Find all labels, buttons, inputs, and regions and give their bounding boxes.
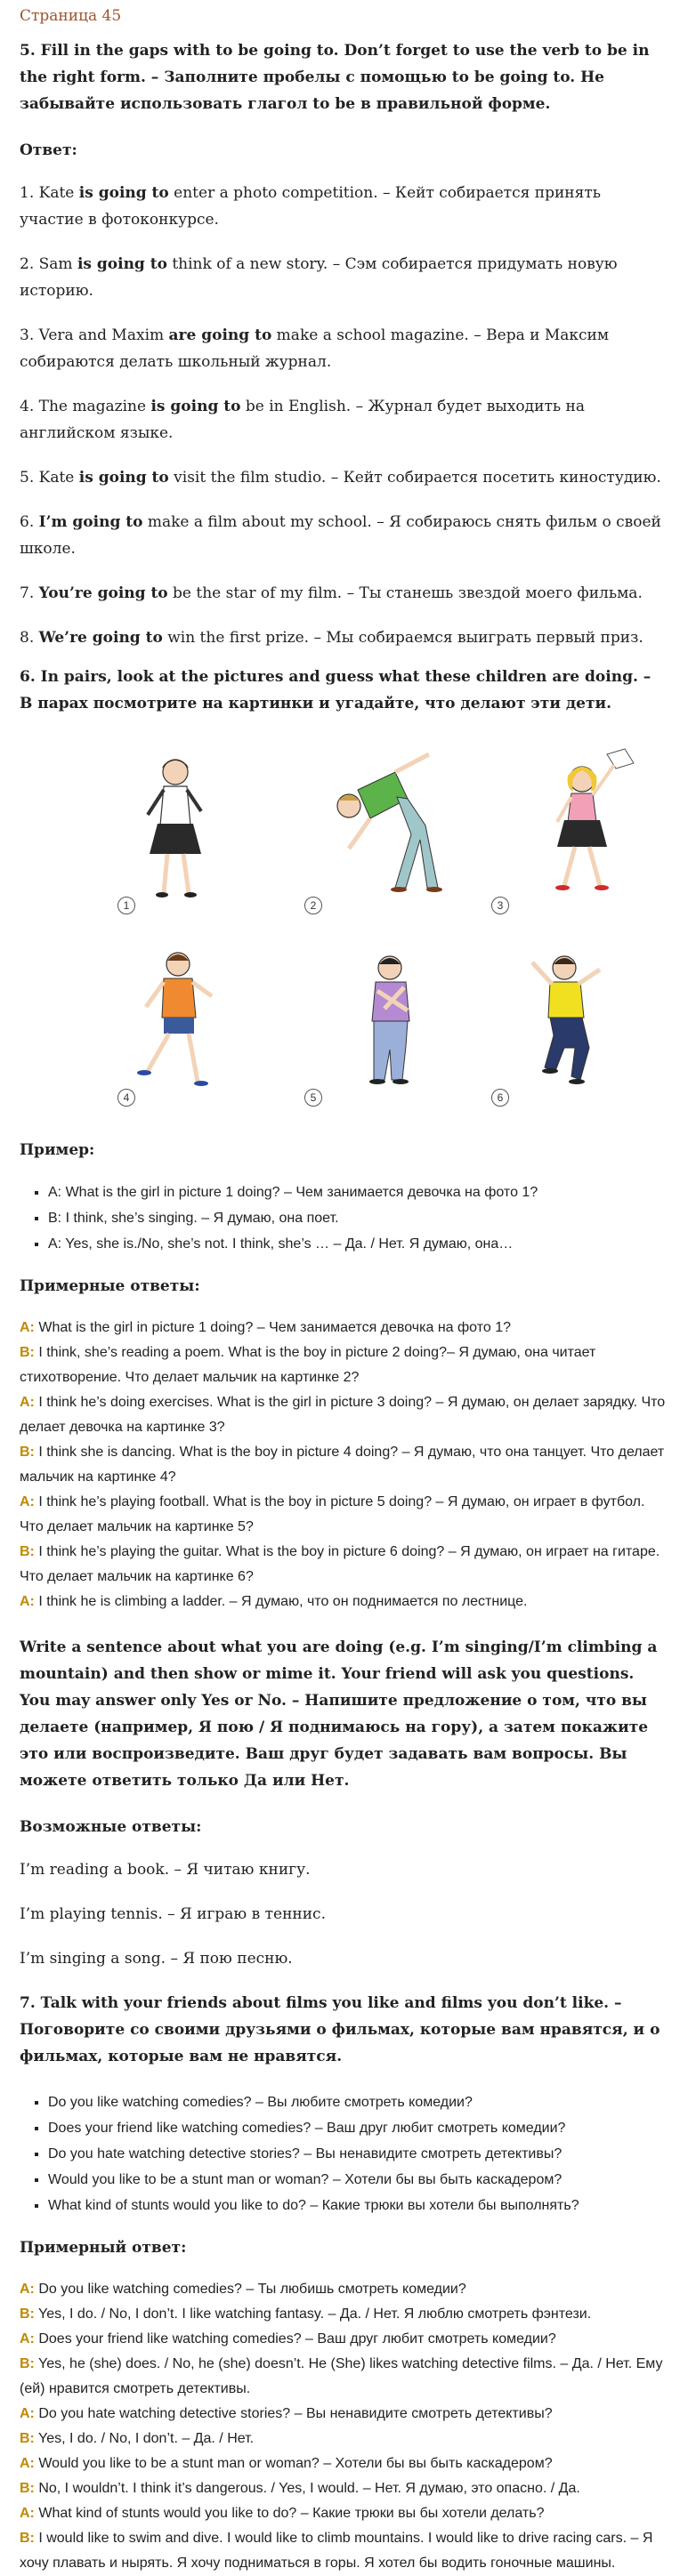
speaker-label: A: (20, 2406, 35, 2421)
picture-number: 5 (304, 1089, 322, 1107)
task5-title: 5. Fill in the gaps with to be going to. Don’t forget to use the verb to be in the right form. – Заполните пробелы с помощью to be going to. Не забывайте использовать глагол to be в правильной форме. (20, 42, 650, 113)
picture-4 (109, 929, 295, 1115)
task6-title: 6. In pairs, look at the pictures and guess what these children are doing. – В парах посмотрите на картинки и угадайте, что делают эти дети. (20, 668, 652, 712)
task5-item: 3. Vera and Maxim are going to make a school magazine. – Вера и Максим собираются делать школьный журнал. (20, 326, 610, 371)
picture-5 (295, 929, 482, 1115)
list-item: ▪ Do you hate watching detective stories? – Вы ненавидите смотреть детективы? (48, 2141, 668, 2167)
dialog-line: A: What is the girl in picture 1 doing? – Чем занимается девочка на фото 1? (20, 1320, 511, 1335)
possible-answer: I’m reading a book. – Я читаю книгу. (20, 1861, 311, 1879)
list-item: ▪ Would you like to be a stunt man or woman? – Хотели бы вы быть каскадером? (48, 2167, 668, 2193)
speaker-label: A: (20, 2331, 35, 2347)
speaker-label: A: (20, 2506, 35, 2521)
speaker-label: B: (20, 1544, 35, 1559)
picture-1 (109, 737, 295, 923)
picture-number: 2 (304, 897, 322, 914)
boy-playing-guitar-illustration (295, 929, 482, 1115)
sample-answers-label: Примерные ответы: (20, 1277, 200, 1295)
possible-answers-label: Возможные ответы: (20, 1818, 202, 1836)
task5-item: 4. The magazine is going to be in English. – Журнал будет выходить на английском языке. (20, 398, 585, 442)
dialog-line: A: Would you like to be a stunt man or woman? – Хотели бы вы быть каскадером? (20, 2456, 553, 2471)
dialog-line: B: Yes, I do. / No, I don’t. – Да. / Нет. (20, 2431, 255, 2446)
children-pictures (109, 737, 669, 1115)
task5-item: 8. We’re going to win the first prize. – Мы собираемся выиграть первый приз. (20, 629, 643, 647)
sample-answer-label: Примерный ответ: (20, 2239, 187, 2257)
boy-exercising-illustration (295, 737, 482, 923)
task6-dialog (20, 1316, 668, 1614)
dialog-line: A: Do you like watching comedies? – Ты любишь смотреть комедии? (20, 2282, 466, 2297)
dialog-line: B: Yes, I do. / No, I don’t. I like watching fantasy. – Да. / Нет. Я люблю смотреть фэнтези. (20, 2306, 592, 2322)
speaker-label: A: (20, 2456, 35, 2471)
task5-item: 1. Kate is going to enter a photo competition. – Кейт собирается принять участие в фотоконкурсе. (20, 184, 601, 229)
dialog-line: B: I would like to swim and dive. I would like to climb mountains. I would like to drive racing cars. – Я хочу плавать и нырять. Я хочу подниматься в горы. Я хотел бы водить гоночные машины. (20, 2531, 653, 2571)
picture-2 (295, 737, 482, 923)
page-label: Страница 45 (20, 7, 122, 25)
picture-6 (482, 929, 669, 1115)
example-label: Пример: (20, 1141, 95, 1159)
list-item: ▪ B: I think, she’s singing. – Я думаю, она поет. (48, 1205, 668, 1231)
task5-item: 2. Sam is going to think of a new story. – Сэм собирается придумать новую историю. (20, 255, 618, 300)
task7-title: 7. Talk with your friends about films you like and films you don’t like. – Поговорите со своими друзьями о фильмах, которые вам нравятся, и о фильмах, которые вам не нравятся. (20, 1994, 660, 2065)
task5-item: 6. I’m going to make a film about my school. – Я собираюсь снять фильм о своей школе. (20, 513, 661, 558)
list-item: ▪ A: What is the girl in picture 1 doing? – Чем занимается девочка на фото 1? (48, 1179, 668, 1205)
speaker-label: A: (20, 1494, 35, 1509)
list-item: ▪ Does your friend like watching comedies? – Ваш друг любит смотреть комедии? (48, 2115, 668, 2141)
speaker-label: B: (20, 2481, 35, 2496)
girl-dancing-illustration (482, 737, 669, 923)
list-item: ▪ A: Yes, she is./No, she’s not. I think, she’s … – Да. / Нет. Я думаю, она… (48, 1231, 668, 1257)
dialog-line: B: I think, she’s reading a poem. What is the boy in picture 2 doing?– Я думаю, она читает стихотворение. Что делает мальчик на картинке 2? (20, 1345, 596, 1385)
dialog-line: A: I think he’s playing football. What is the boy in picture 5 doing? – Я думаю, он играет в футбол. Что делает мальчик на картинке 5? (20, 1494, 645, 1534)
dialog-line: A: I think he is climbing a ladder. – Я думаю, что он поднимается по лестнице. (20, 1594, 528, 1609)
boy-playing-football-illustration (109, 929, 295, 1115)
speaker-label: A: (20, 1395, 35, 1410)
dialog-line: A: What kind of stunts would you like to do? – Какие трюки вы бы хотели делать? (20, 2506, 545, 2521)
speaker-label: B: (20, 2531, 35, 2546)
speaker-label: A: (20, 1594, 35, 1609)
task5-answer-label: Ответ: (20, 141, 77, 159)
possible-answer: I’m playing tennis. – Я играю в теннис. (20, 1905, 326, 1923)
speaker-label: B: (20, 2306, 35, 2322)
dialog-line: B: Yes, he (she) does. / No, he (she) doesn’t. He (She) likes watching detective films. – Да. / Нет. Ему (ей) нравится смотреть детективы. (20, 2356, 663, 2396)
dialog-line: B: No, I wouldn’t. I think it’s dangerous. / Yes, I would. – Нет. Я думаю, это опасно. / Да. (20, 2481, 580, 2496)
speaker-label: B: (20, 1445, 35, 1460)
speaker-label: B: (20, 1345, 35, 1360)
speaker-label: A: (20, 2282, 35, 2297)
mime-task-title: Write a sentence about what you are doing (e.g. I’m singing/I’m climbing a mountain) and then show or mime it. Your friend will ask you questions. You may answer only Yes or No. – Напишите предложение о том, что вы делаете (например, Я пою / Я поднимаюсь на гору), а затем покажите это или воспроизведите. Ваш друг будет задавать вам вопросы. Вы можете ответить только Да или Нет. (20, 1638, 658, 1790)
speaker-label: B: (20, 2431, 35, 2446)
possible-answer: I’m singing a song. – Я пою песню. (20, 1950, 293, 1968)
list-item: ▪ What kind of stunts would you like to do? – Какие трюки вы хотели бы выполнять? (48, 2193, 668, 2218)
picture-number: 6 (491, 1089, 509, 1107)
task7-dialog (20, 2277, 668, 2576)
speaker-label: B: (20, 2356, 35, 2371)
dialog-line: A: Does your friend like watching comedies? – Ваш друг любит смотреть комедии? (20, 2331, 556, 2347)
boy-climbing-illustration (482, 929, 669, 1115)
task5-item: 7. You’re going to be the star of my film. – Ты станешь звездой моего фильма. (20, 584, 643, 602)
picture-number: 1 (117, 897, 135, 914)
question-list (20, 2089, 668, 2218)
picture-number: 3 (491, 897, 509, 914)
dialog-line: B: I think he’s playing the guitar. What is the boy in picture 6 doing? – Я думаю, он играет на гитаре. Что делает мальчик на картинке 6? (20, 1544, 660, 1584)
dialog-line: A: I think he’s doing exercises. What is the girl in picture 3 doing? – Я думаю, он делает зарядку. Что делает девочка на картинке 3? (20, 1395, 666, 1435)
list-item: ▪ Do you like watching comedies? – Вы любите смотреть комедии? (48, 2089, 668, 2115)
picture-number: 4 (117, 1089, 135, 1107)
picture-3 (482, 737, 669, 923)
dialog-line: A: Do you hate watching detective stories? – Вы ненавидите смотреть детективы? (20, 2406, 553, 2421)
example-list (20, 1179, 668, 1257)
girl-singing-illustration (109, 737, 295, 923)
speaker-label: A: (20, 1320, 35, 1335)
dialog-line: B: I think she is dancing. What is the boy in picture 4 doing? – Я думаю, что она танцует. Что делает мальчик на картинке 4? (20, 1445, 665, 1485)
task5-item: 5. Kate is going to visit the film studio. – Кейт собирается посетить киностудию. (20, 469, 661, 487)
